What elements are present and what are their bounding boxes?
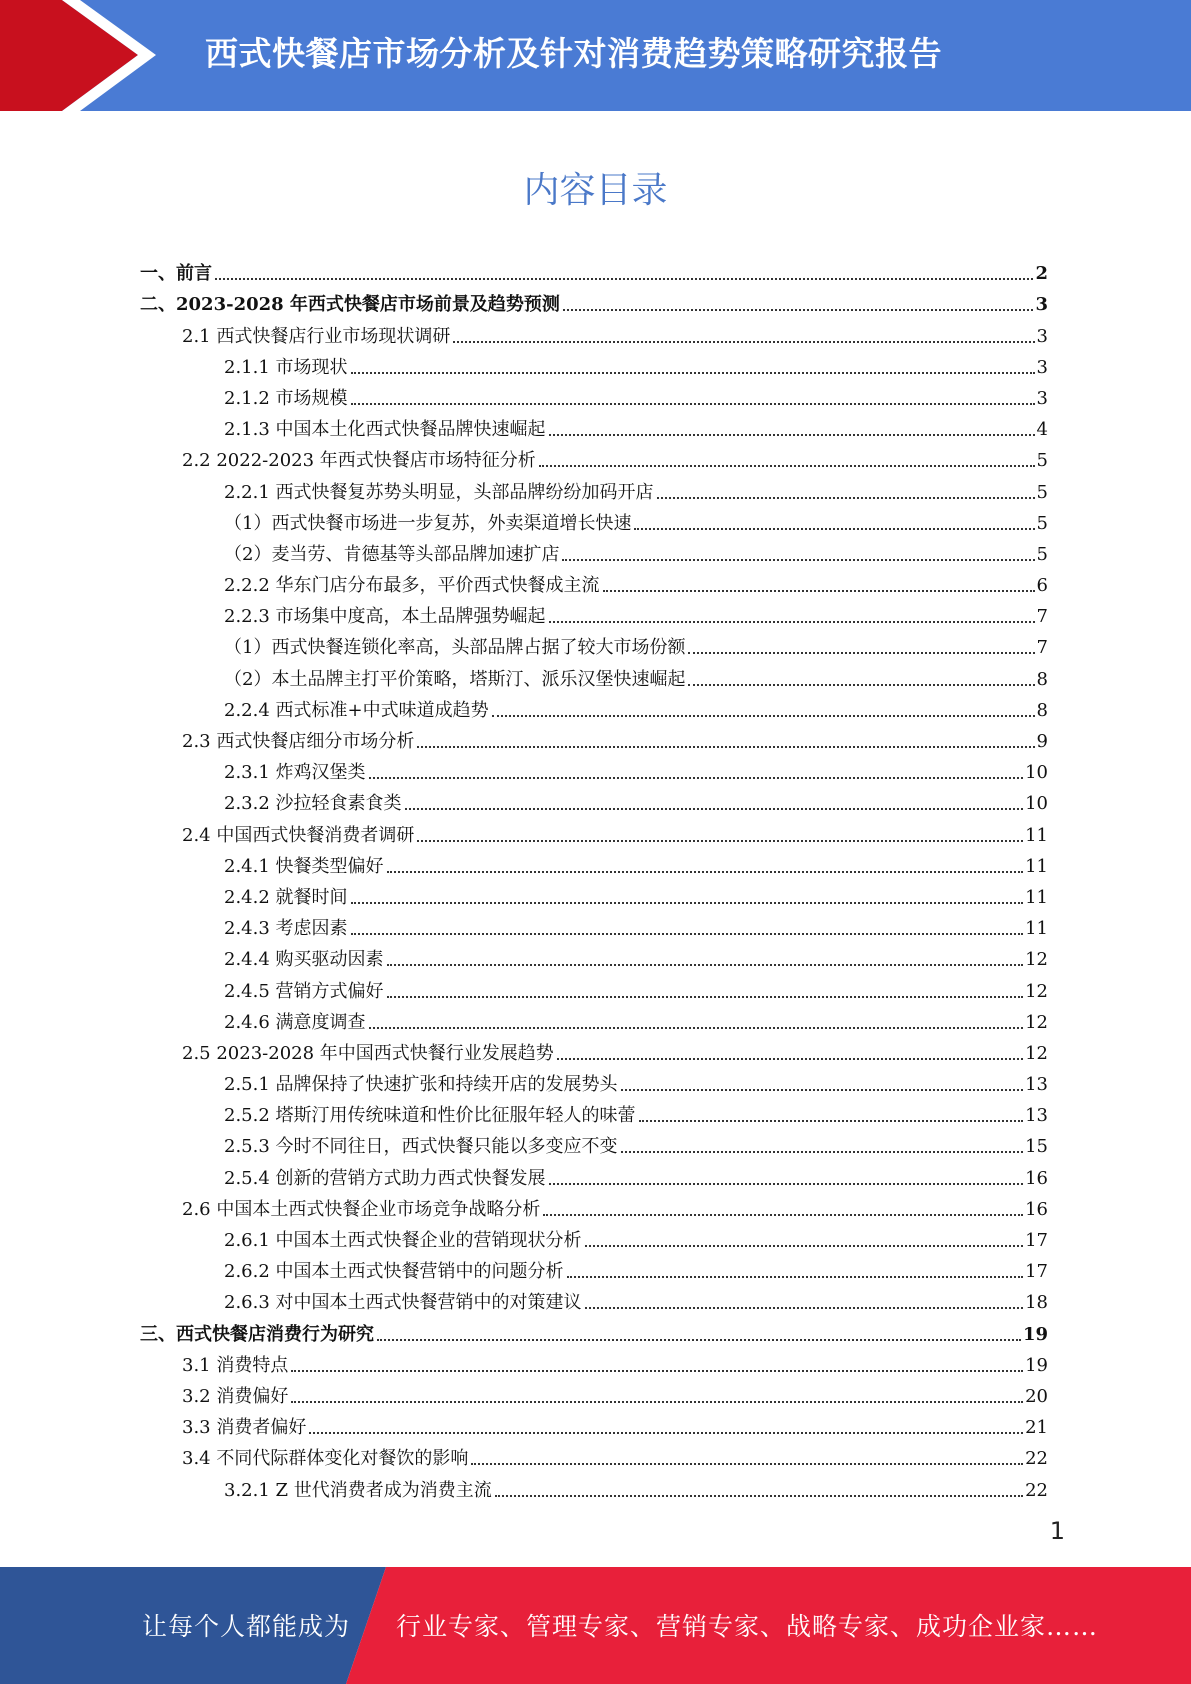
toc-entry-page: 20 [1025, 1385, 1048, 1407]
toc-entry-title: 3.3 消费者偏好 [182, 1417, 307, 1439]
toc-entry-page: 3 [1036, 387, 1048, 409]
toc-leader-dots [657, 482, 1035, 504]
toc-entry-page: 17 [1025, 1261, 1048, 1283]
toc-entry-page: 22 [1025, 1479, 1048, 1501]
toc-leader-dots [453, 326, 1034, 348]
toc-leader-dots [215, 263, 1033, 285]
toc-entry[interactable] [140, 504, 1048, 535]
toc-entry-title: 2.5 2023-2028 年中国西式快餐行业发展趋势 [182, 1042, 554, 1064]
toc-leader-dots [543, 1199, 1023, 1221]
toc-leader-dots [377, 1324, 1021, 1346]
toc-leader-dots [562, 544, 1034, 566]
toc-entry-page: 8 [1036, 699, 1048, 721]
toc-entry-title: 3.1 消费特点 [182, 1354, 289, 1376]
toc-leader-dots [351, 388, 1035, 410]
toc-leader-dots [549, 1168, 1024, 1190]
table-of-contents [140, 254, 1048, 1502]
toc-leader-dots [369, 1012, 1024, 1034]
toc-entry-title: 2.2 2022-2023 年西式快餐店市场特征分析 [182, 450, 536, 472]
toc-leader-dots [688, 637, 1034, 659]
toc-entry-title: 2.2.2 华东门店分布最多，平价西式快餐成主流 [224, 575, 600, 597]
toc-entry-title: 2.5.2 塔斯汀用传统味道和性价比征服年轻人的味蕾 [224, 1105, 636, 1127]
toc-leader-dots [563, 294, 1034, 316]
toc-entry-page: 12 [1025, 980, 1048, 1002]
toc-entry-title: 2.6.1 中国本土西式快餐企业的营销现状分析 [224, 1230, 582, 1251]
toc-leader-dots [369, 762, 1024, 784]
toc-leader-dots [351, 887, 1024, 909]
toc-entry-title: 2.6 中国本土西式快餐企业市场竞争战略分析 [182, 1198, 541, 1220]
toc-entry-title: 2.6.3 对中国本土西式快餐营销中的对策建议 [224, 1292, 582, 1314]
toc-heading: 内容目录 [523, 170, 668, 211]
toc-entry[interactable] [140, 254, 1048, 285]
toc-entry-title: 2.1.1 市场现状 [224, 356, 348, 378]
toc-leader-dots [291, 1355, 1023, 1377]
toc-entry[interactable] [140, 566, 1048, 597]
toc-entry-page: 16 [1025, 1167, 1048, 1189]
toc-entry-page: 3 [1036, 356, 1048, 378]
toc-leader-dots [405, 793, 1024, 815]
toc-entry[interactable] [140, 1314, 1048, 1345]
toc-entry[interactable] [140, 628, 1048, 659]
toc-leader-dots [585, 1292, 1024, 1314]
toc-entry-title: 2.2.4 西式标准+中式味道成趋势 [224, 699, 489, 721]
toc-entry-title: 3.4 不同代际群体变化对餐饮的影响 [182, 1448, 469, 1470]
page-header [0, 0, 1191, 111]
toc-entry[interactable] [140, 285, 1048, 316]
toc-entry-title: （2）本土品牌主打平价策略，塔斯汀、派乐汉堡快速崛起 [224, 668, 686, 690]
page-number: 1 [1049, 1517, 1065, 1545]
toc-entry-page: 3 [1036, 325, 1048, 347]
toc-entry[interactable] [140, 1346, 1048, 1377]
toc-entry[interactable] [140, 940, 1048, 971]
toc-leader-dots [495, 1480, 1023, 1502]
footer-slogan-left: 让每个人都能成为 [142, 1612, 351, 1641]
toc-entry-page: 5 [1036, 450, 1048, 472]
toc-entry[interactable] [140, 1034, 1048, 1065]
toc-entry-title: 2.1.2 市场规模 [224, 387, 348, 409]
toc-entry-page: 2 [1035, 263, 1048, 285]
toc-entry[interactable] [140, 1439, 1048, 1470]
page-footer [0, 1567, 1191, 1684]
toc-entry[interactable] [140, 878, 1048, 909]
toc-entry[interactable] [140, 659, 1048, 690]
toc-leader-dots [549, 606, 1035, 628]
toc-entry-title: 三、西式快餐店消费行为研究 [140, 1323, 374, 1345]
toc-entry-title: 3.2 消费偏好 [182, 1385, 289, 1407]
toc-entry-title: 3.2.1 Z 世代消费者成为消费主流 [224, 1479, 492, 1501]
toc-entry[interactable] [140, 722, 1048, 753]
toc-entry[interactable] [140, 971, 1048, 1002]
toc-leader-dots [492, 700, 1035, 722]
toc-leader-dots [417, 731, 1034, 753]
toc-leader-dots [387, 981, 1024, 1003]
toc-entry-page: 10 [1025, 762, 1048, 784]
toc-leader-dots [291, 1386, 1023, 1408]
footer-slogan-right: 行业专家、管理专家、营销专家、战略专家、成功企业家…… [396, 1612, 1099, 1641]
toc-entry-title: 2.4.3 考虑因素 [224, 918, 348, 940]
toc-entry-title: 2.5.3 今时不同往日，西式快餐只能以多变应不变 [224, 1136, 618, 1158]
toc-entry[interactable] [140, 1408, 1048, 1439]
toc-entry-title: （2）麦当劳、肯德基等头部品牌加速扩店 [224, 543, 560, 565]
toc-entry-page: 12 [1025, 1042, 1048, 1064]
toc-entry-title: 2.5.1 品牌保持了快速扩张和持续开店的发展势头 [224, 1074, 618, 1096]
toc-entry-page: 22 [1025, 1448, 1048, 1470]
toc-leader-dots [387, 856, 1024, 878]
toc-entry-page: 13 [1025, 1074, 1048, 1096]
toc-entry-page: 19 [1022, 1323, 1048, 1345]
toc-entry-title: （1）西式快餐连锁化率高，头部品牌占据了较大市场份额 [224, 637, 686, 659]
toc-leader-dots [639, 1105, 1024, 1127]
toc-entry-title: 2.4.2 就餐时间 [224, 886, 348, 908]
toc-leader-dots [585, 1230, 1024, 1252]
toc-entry[interactable] [140, 909, 1048, 940]
toc-entry[interactable] [140, 441, 1048, 472]
toc-entry-title: 2.2.1 西式快餐复苏势头明显，头部品牌纷纷加码开店 [224, 481, 654, 503]
toc-entry[interactable] [140, 535, 1048, 566]
toc-entry-title: 2.4.4 购买驱动因素 [224, 949, 384, 971]
toc-entry[interactable] [140, 410, 1048, 441]
toc-entry-title: 2.3.2 沙拉轻食素食类 [224, 793, 402, 815]
toc-entry-title: 2.6.2 中国本土西式快餐营销中的问题分析 [224, 1261, 564, 1283]
toc-entry-page: 11 [1025, 918, 1048, 940]
toc-leader-dots [549, 419, 1035, 441]
toc-entry-page: 12 [1025, 949, 1048, 971]
toc-entry[interactable] [140, 1252, 1048, 1283]
toc-entry[interactable] [140, 1283, 1048, 1314]
toc-leader-dots [351, 918, 1024, 940]
toc-entry[interactable] [140, 316, 1048, 347]
toc-entry[interactable] [140, 815, 1048, 846]
toc-entry[interactable] [140, 1065, 1048, 1096]
toc-entry-page: 15 [1025, 1136, 1048, 1158]
toc-entry[interactable] [140, 847, 1048, 878]
toc-entry-page: 16 [1025, 1198, 1048, 1220]
toc-entry[interactable] [140, 1158, 1048, 1189]
toc-entry-page: 13 [1025, 1105, 1048, 1127]
toc-leader-dots [567, 1261, 1024, 1283]
toc-entry[interactable] [140, 1377, 1048, 1408]
toc-leader-dots [603, 575, 1035, 597]
toc-entry-title: 一、前言 [140, 263, 212, 285]
toc-entry[interactable] [140, 1096, 1048, 1127]
toc-leader-dots [351, 357, 1035, 379]
toc-entry[interactable] [140, 379, 1048, 410]
toc-entry[interactable] [140, 1003, 1048, 1034]
toc-entry[interactable] [140, 691, 1048, 722]
toc-leader-dots [621, 1136, 1024, 1158]
toc-entry[interactable] [140, 784, 1048, 815]
toc-entry-title: 2.3.1 炸鸡汉堡类 [224, 762, 366, 784]
toc-leader-dots [621, 1074, 1024, 1096]
toc-entry-page: 12 [1025, 1011, 1048, 1033]
toc-entry-page: 5 [1036, 512, 1048, 534]
toc-leader-dots [539, 450, 1035, 472]
toc-entry-title: 2.1.3 中国本土化西式快餐品牌快速崛起 [224, 419, 546, 441]
report-title: 西式快餐店市场分析及针对消费趋势策略研究报告 [205, 34, 942, 73]
toc-entry-page: 6 [1036, 575, 1048, 597]
toc-entry-title: 2.5.4 创新的营销方式助力西式快餐发展 [224, 1167, 546, 1189]
toc-entry-title: 2.1 西式快餐店行业市场现状调研 [182, 325, 451, 347]
toc-leader-dots [688, 669, 1034, 691]
toc-entry-title: 2.4 中国西式快餐消费者调研 [182, 824, 415, 846]
toc-entry-page: 8 [1036, 668, 1048, 690]
toc-entry-title: 二、2023-2028 年西式快餐店市场前景及趋势预测 [140, 294, 560, 316]
toc-entry[interactable] [140, 472, 1048, 503]
toc-entry-page: 11 [1025, 855, 1048, 877]
toc-entry[interactable] [140, 1470, 1048, 1501]
toc-leader-dots [387, 949, 1024, 971]
toc-entry-title: 2.4.1 快餐类型偏好 [224, 855, 384, 877]
toc-entry-page: 11 [1025, 886, 1048, 908]
toc-entry[interactable] [140, 753, 1048, 784]
toc-entry-page: 3 [1035, 294, 1048, 316]
toc-entry[interactable] [140, 348, 1048, 379]
toc-leader-dots [557, 1043, 1023, 1065]
toc-entry[interactable] [140, 597, 1048, 628]
toc-entry-page: 5 [1036, 481, 1048, 503]
toc-entry-page: 5 [1036, 543, 1048, 565]
toc-entry-page: 18 [1025, 1292, 1048, 1314]
toc-entry-page: 19 [1025, 1354, 1048, 1376]
toc-entry-title: 2.4.5 营销方式偏好 [224, 980, 384, 1002]
toc-entry-page: 7 [1036, 606, 1048, 628]
toc-entry-page: 7 [1036, 637, 1048, 659]
toc-leader-dots [309, 1417, 1023, 1439]
toc-entry-page: 11 [1025, 824, 1048, 846]
header-chevron-logo [0, 0, 160, 111]
toc-entry-title: 2.2.3 市场集中度高，本土品牌强势崛起 [224, 606, 546, 628]
toc-entry-page: 9 [1036, 731, 1048, 752]
toc-entry[interactable] [140, 1190, 1048, 1221]
toc-entry-page: 17 [1025, 1230, 1048, 1251]
toc-entry[interactable] [140, 1127, 1048, 1158]
toc-entry-title: （1）西式快餐市场进一步复苏，外卖渠道增长快速 [224, 512, 632, 534]
toc-entry[interactable] [140, 1221, 1048, 1252]
toc-leader-dots [417, 825, 1023, 847]
toc-entry-title: 2.3 西式快餐店细分市场分析 [182, 731, 415, 752]
toc-entry-page: 10 [1025, 793, 1048, 815]
toc-entry-page: 4 [1036, 419, 1048, 441]
toc-leader-dots [471, 1448, 1023, 1470]
toc-entry-page: 21 [1025, 1417, 1048, 1439]
toc-leader-dots [634, 513, 1034, 535]
toc-entry-title: 2.4.6 满意度调查 [224, 1011, 366, 1033]
